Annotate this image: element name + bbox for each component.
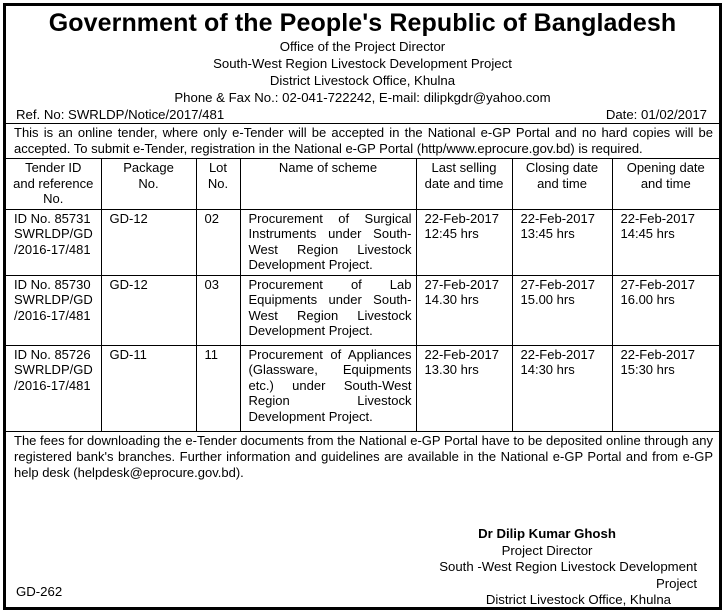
last-selling-cell: 22-Feb-2017 12:45 hrs bbox=[416, 209, 512, 275]
tender-notice bbox=[3, 3, 722, 610]
signature-block bbox=[397, 526, 697, 609]
notice-code: GD-262 bbox=[16, 584, 63, 599]
col-header-scheme: Name of scheme bbox=[240, 159, 416, 209]
last-selling-cell: 27-Feb-2017 14.30 hrs bbox=[416, 275, 512, 345]
contact-line: Phone & Fax No.: 02-041-722242, E-mail: dilipkgdr@yahoo.com bbox=[174, 90, 551, 105]
opening-cell: 22-Feb-2017 15:30 hrs bbox=[612, 345, 719, 431]
tender-id-cell: ID No. 85726 SWRLDP/GD /2016-17/481 bbox=[6, 345, 101, 431]
signatory-name: Dr Dilip Kumar Ghosh bbox=[478, 526, 616, 541]
col-header-tender-id: Tender ID and reference No. bbox=[6, 159, 101, 209]
tender-id-cell: ID No. 85730 SWRLDP/GD /2016-17/481 bbox=[6, 275, 101, 345]
package-cell: GD-12 bbox=[101, 209, 196, 275]
intro-paragraph: This is an online tender, where only e-Tender will be accepted in the National e-GP Portal and no hard copies will be accepted. To submit e-Tender, registration in the National e-GP Portal (http/www.eprocure.gov.bd) is required. bbox=[6, 123, 719, 159]
closing-cell: 22-Feb-2017 14:30 hrs bbox=[512, 345, 612, 431]
table-header-row bbox=[6, 159, 719, 209]
scheme-cell: Procurement of Appliances (Glassware, Equipments etc.) under South-West Region Livestock Development Project. bbox=[240, 345, 416, 431]
reference-number: Ref. No: SWRLDP/Notice/2017/481 bbox=[16, 107, 225, 122]
col-header-closing: Closing date and time bbox=[512, 159, 612, 209]
col-header-lot: Lot No. bbox=[196, 159, 240, 209]
package-cell: GD-12 bbox=[101, 275, 196, 345]
project-line: South-West Region Livestock Development Project bbox=[213, 56, 512, 71]
signatory-office: District Livestock Office, Khulna bbox=[485, 592, 671, 607]
package-cell: GD-11 bbox=[101, 345, 196, 431]
reference-row bbox=[6, 107, 719, 123]
district-line: District Livestock Office, Khulna bbox=[269, 73, 456, 88]
lot-cell: 03 bbox=[196, 275, 240, 345]
fees-paragraph: The fees for downloading the e-Tender documents from the National e-GP Portal have to be deposited online through any registered bank's branches. Further information and guidelines are available in the National e-GP Portal and from e-GP help desk (helpdesk@eprocure.gov.bd). bbox=[14, 432, 713, 480]
notice-header bbox=[6, 8, 719, 106]
last-selling-cell: 22-Feb-2017 13.30 hrs bbox=[416, 345, 512, 431]
signatory-designation: Project Director bbox=[501, 542, 593, 558]
notice-title: Government of the People's Republic of Bangladesh bbox=[48, 9, 677, 37]
closing-cell: 27-Feb-2017 15.00 hrs bbox=[512, 275, 612, 345]
lot-cell: 11 bbox=[196, 345, 240, 431]
opening-cell: 22-Feb-2017 14:45 hrs bbox=[612, 209, 719, 275]
col-header-package: Package No. bbox=[101, 159, 196, 209]
table-row bbox=[6, 275, 719, 345]
table-row bbox=[6, 209, 719, 275]
opening-cell: 27-Feb-2017 16.00 hrs bbox=[612, 275, 719, 345]
tender-id-cell: ID No. 85731 SWRLDP/GD /2016-17/481 bbox=[6, 209, 101, 275]
scheme-cell: Procurement of Lab Equipments under South-West Region Livestock Development Project. bbox=[240, 275, 416, 345]
scheme-cell: Procurement of Surgical Instruments under South-West Region Livestock Development Project. bbox=[240, 209, 416, 275]
closing-cell: 22-Feb-2017 13:45 hrs bbox=[512, 209, 612, 275]
lot-cell: 02 bbox=[196, 209, 240, 275]
notice-date: Date: 01/02/2017 bbox=[605, 107, 707, 122]
office-line: Office of the Project Director bbox=[279, 39, 446, 54]
tender-table bbox=[6, 159, 719, 432]
col-header-opening: Opening date and time bbox=[612, 159, 719, 209]
col-header-last-selling: Last selling date and time bbox=[416, 159, 512, 209]
signatory-project: South -West Region Livestock Development Project bbox=[439, 559, 697, 591]
table-row bbox=[6, 345, 719, 431]
